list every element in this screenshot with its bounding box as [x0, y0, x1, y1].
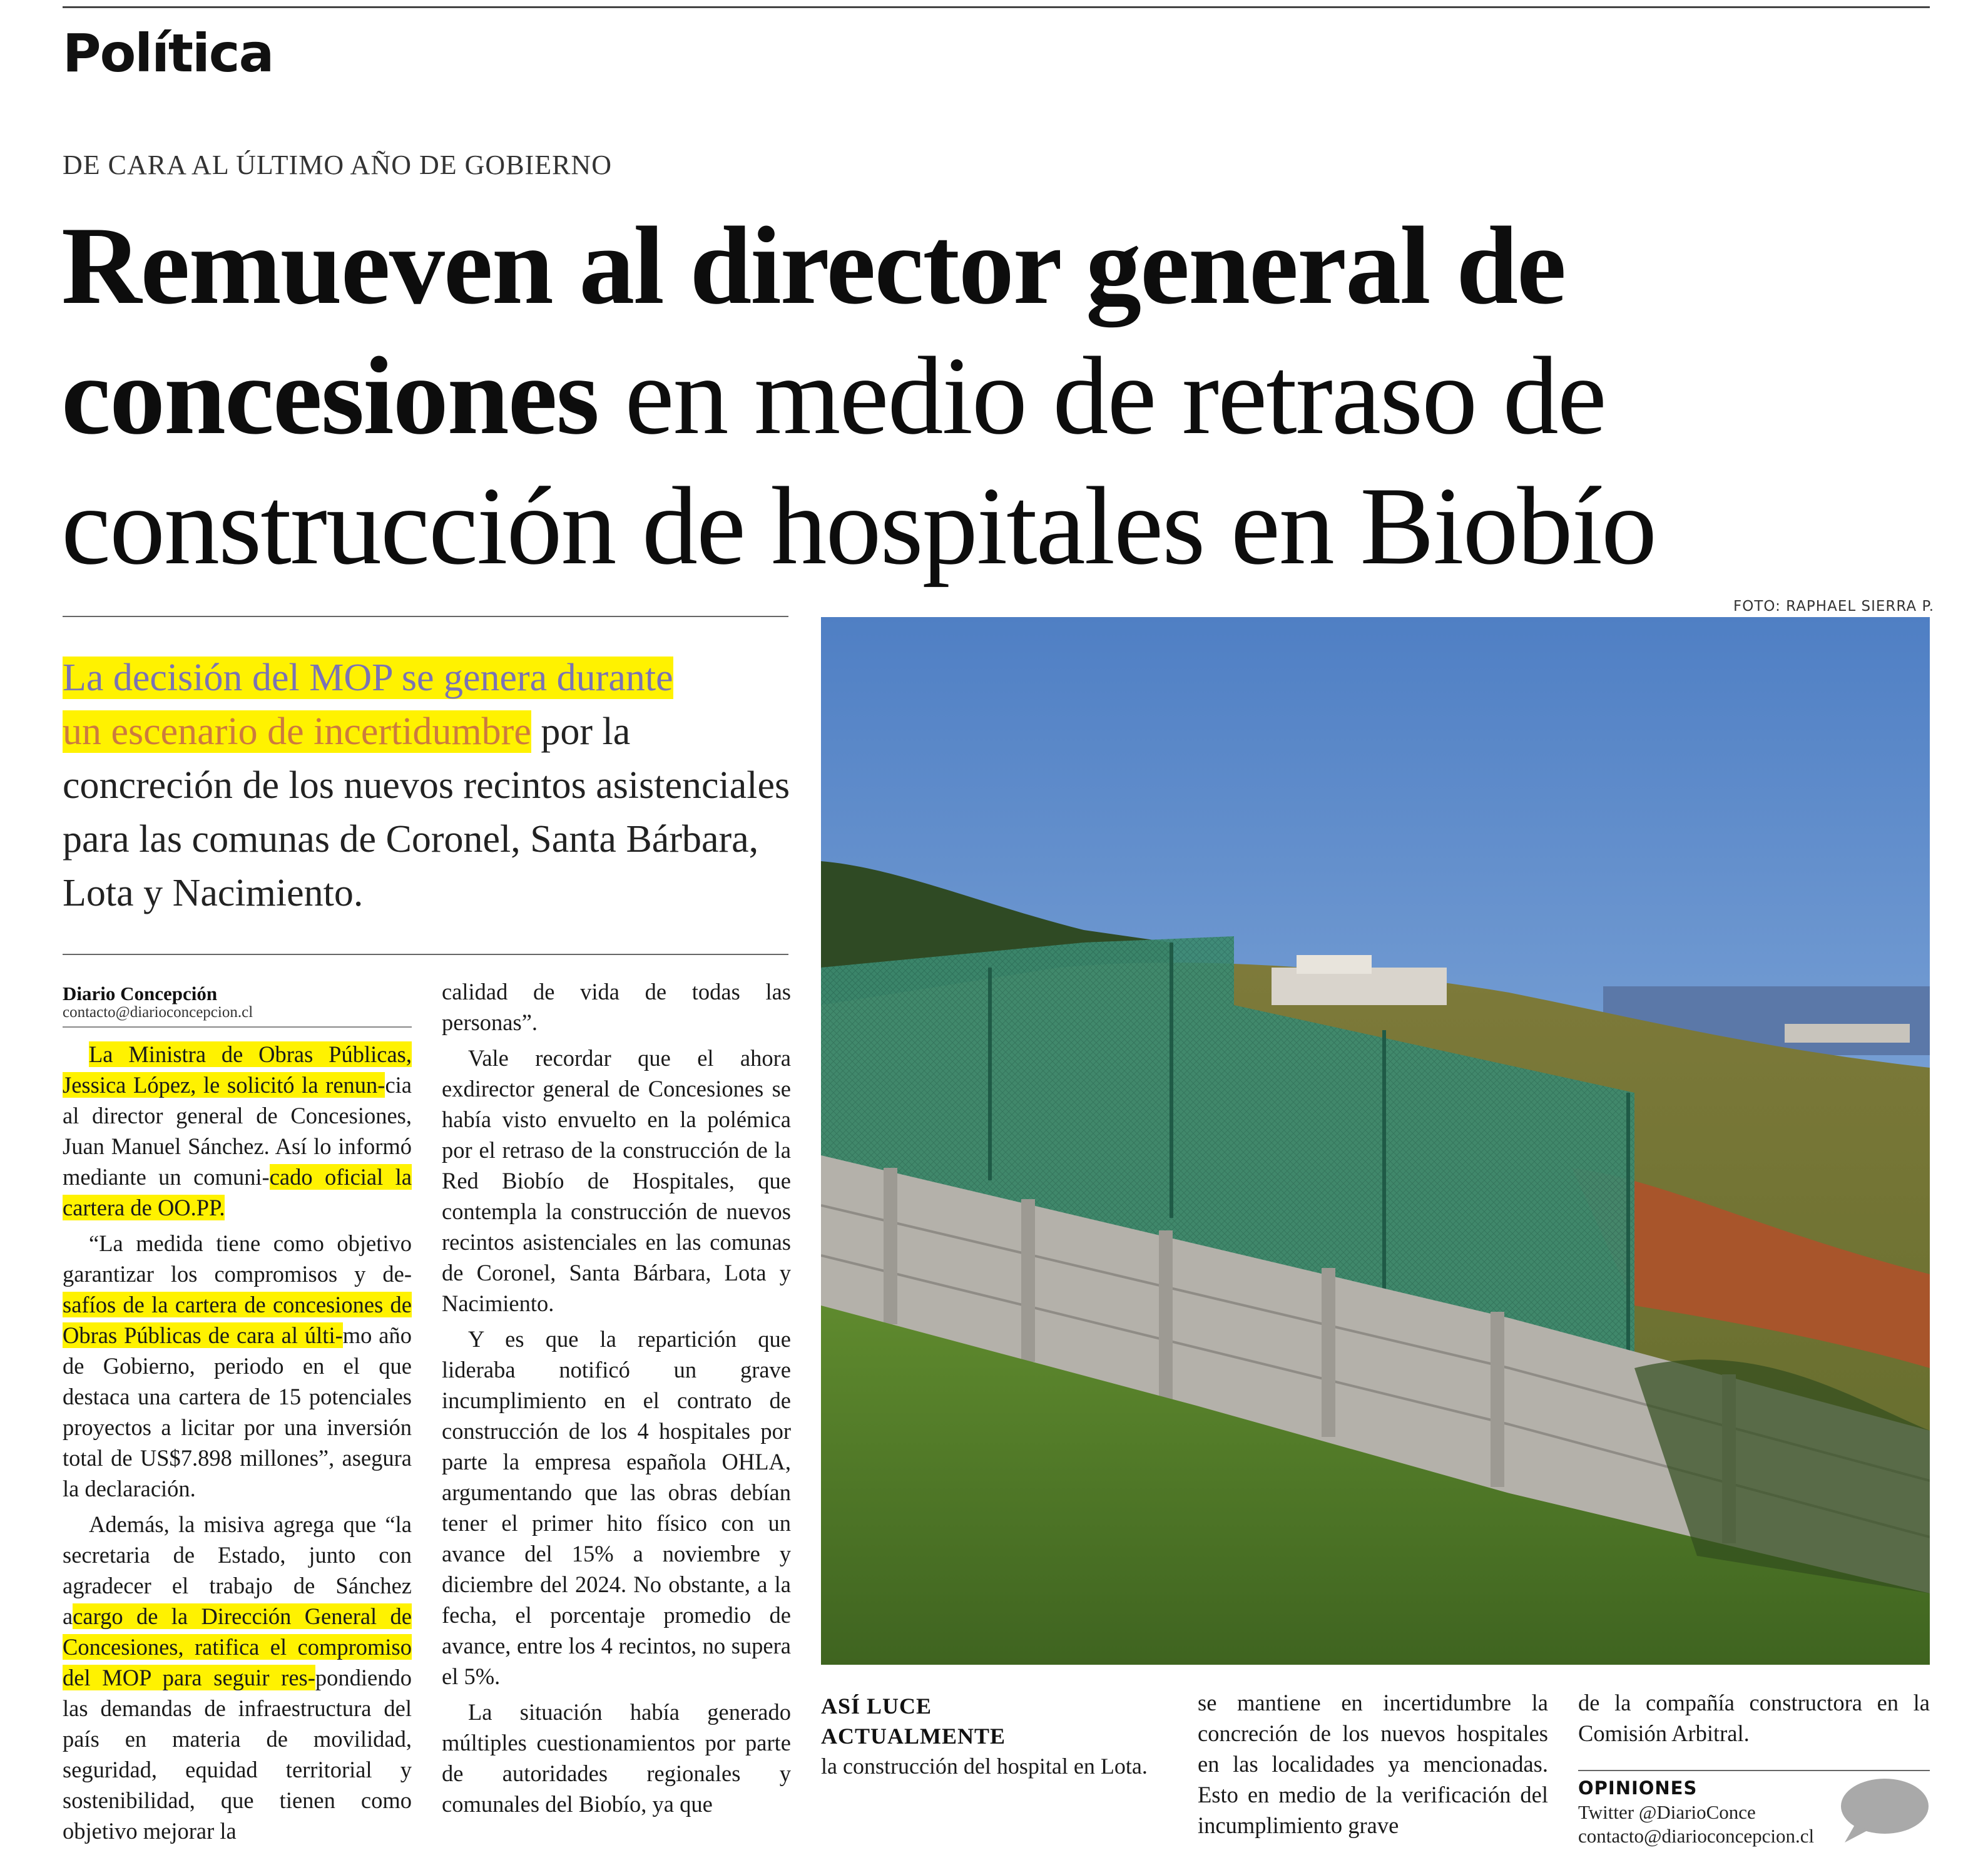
body-paragraph: Y es que la repartición que lideraba notificó un grave incumplimiento en el contrato de construcción de los 4 hospitales por parte la empresa española OHLA, argumentando que las obras debían tener el primer hito físico con un avance del 15% a noviembre y diciembre del 2024. No obstante, a la fecha, el porcentaje promedio de avance, entre los 4 recintos, no supera el 5%.	[442, 1326, 791, 1689]
body-paragraph: de la compañía constructora en la Comisión Arbitral.	[1578, 1690, 1930, 1746]
photo-caption-body: la construcción del hospital en Lota.	[821, 1754, 1148, 1779]
body-paragraph: Vale recordar que el ahora exdirector general de Concesiones se había visto envuelto en la polémica por el retraso de la construcción de la Red Biobío de Hospitales, que contempla la construcción de nuevos recintos asistenciales en las comunas de Coronel, Santa Bárbara, Lota y Nacimiento.	[442, 1045, 791, 1316]
caption-head-line: ASÍ LUCE	[821, 1694, 932, 1719]
headline	[61, 200, 1876, 591]
lede	[63, 651, 807, 920]
lede-top-rule	[63, 616, 788, 617]
body-column-4	[1578, 1687, 1930, 1754]
headline-line3: construcción de hospitales en Biobío	[61, 464, 1656, 588]
body-highlight: cado oficial la cartera de OO.PP.	[63, 1164, 412, 1220]
opinion-rule	[1578, 1770, 1930, 1771]
body-text: cia al director general de Concesiones, Juan Manuel Sánchez. Así lo informó mediante un comuni-	[63, 1072, 412, 1190]
body-paragraph: La situación había generado múltiples cuestionamientos por parte de autoridades regionales y comunales del Biobío, ya que	[442, 1699, 791, 1817]
body-text: Además, la misiva agrega que “la secretaria de Estado, junto con agradecer el trabajo de Sánchez a	[63, 1511, 412, 1629]
body-highlight: safíos de la cartera de concesiones de Obras Públicas de cara al últi-	[63, 1292, 412, 1348]
body-text: “La medida tiene como objetivo garantizar los compromisos y de-	[63, 1230, 412, 1287]
body-text: pondiendo las demandas de infraestructura del país en materia de movilidad, seguridad, equidad territorial y sostenibilidad, que tienen como objetivo mejorar la	[63, 1665, 412, 1844]
opinion-email: contacto@diarioconcepcion.cl	[1578, 1825, 1815, 1847]
kicker: DE CARA AL ÚLTIMO AÑO DE GOBIERNO	[63, 150, 612, 180]
headline-line1: Remueven al director general de	[61, 203, 1566, 327]
photo-caption-head	[821, 1691, 1006, 1751]
body-column-3	[1198, 1687, 1548, 1846]
opinion-title: OPINIONES	[1578, 1777, 1698, 1799]
hospital-construction-photo	[821, 617, 1930, 1665]
body-paragraph	[63, 1039, 412, 1223]
body-top-rule	[63, 954, 788, 955]
lede-highlight-2: un escenario de incertidumbre	[63, 710, 531, 753]
body-highlight: La Ministra de Obras Públicas, Jessica López, le solicitó la renun-	[63, 1041, 412, 1098]
body-paragraph	[63, 1509, 412, 1846]
opinion-twitter: Twitter @DiarioConce	[1578, 1801, 1756, 1823]
body-paragraph: se mantiene en incertidumbre la concreción de los nuevos hospitales en las localidades ya mencionadas. Esto en medio de la verificación del incumplimiento grave	[1198, 1690, 1548, 1838]
caption-head-line: ACTUALMENTE	[821, 1724, 1006, 1749]
photo-credit: FOTO: RAPHAEL SIERRA P.	[1733, 598, 1935, 615]
body-highlight: cargo de la Dirección General de Concesiones, ratifica el compromiso del MOP para seguir res-	[63, 1603, 412, 1690]
body-column-2	[442, 976, 791, 1824]
body-text: mo año de Gobierno, periodo en el que destaca una cartera de 15 potenciales proyectos a licitar por una inversión total de US$7.898 millones”, asegura la declaración.	[63, 1322, 412, 1501]
byline-rule	[63, 1026, 412, 1028]
body-paragraph: calidad de vida de todas las personas”.	[442, 979, 791, 1035]
headline-line2-rest: en medio de retraso de	[598, 334, 1606, 457]
top-rule	[63, 6, 1930, 8]
headline-bold-word: concesiones	[61, 334, 599, 457]
lede-highlight-1: La decisión del MOP se genera durante	[63, 657, 673, 699]
body-column-1	[63, 1039, 412, 1851]
speech-bubble-icon	[1836, 1776, 1930, 1848]
byline-name: Diario Concepción	[63, 983, 218, 1004]
lede-rest: por la concreción de los nuevos recintos asistenciales para las comunas de Coronel, Santa Bárbara, Lota y Nacimiento.	[63, 710, 790, 914]
body-paragraph	[63, 1228, 412, 1504]
section-title: Política	[63, 23, 273, 84]
byline-email: contacto@diarioconcepcion.cl	[63, 1004, 253, 1021]
